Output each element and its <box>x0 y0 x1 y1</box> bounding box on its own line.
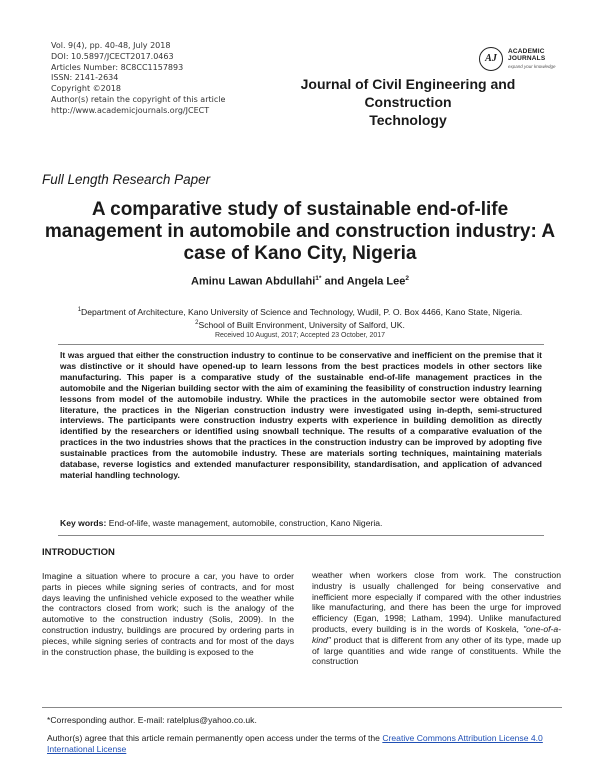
abstract-text: It was argued that either the construction industry to continue to be conservative and inefficient on the premise that it was distinctive or it should have opened-up to learn lessons from the best practices models in other sectors like manufacturing. This paper is a comparative study of the sustainable end-of-life management practices in the automobile and the Nigerian building sector with the aim of examining the feasibility of construction industry learning lessons from model of the automobile industry. While the practices in the automobile sector were obtained from literature, the practices in the Nigerian construction industry were investigated using in-depth, semi-structured interviews. The participants were construction industry experts with experience in building demolition as directly identified by the researchers or identified using snowball technique. The results of a comparative evaluation of the practices in the two industries shows that the practices in the construction industry can be improved by adopting five sustainable practices from the automobile industry. These are materials sorting techniques, maintaining materials database, reverse logistics and extended manufacturer responsibility, standardisation, and application of advanced material handling technology. <box>60 350 542 480</box>
author-list <box>0 275 600 288</box>
logo-tagline: expand your knowledge <box>508 64 556 69</box>
abstract-top-divider <box>58 344 544 345</box>
meta-url[interactable]: http://www.academicjournals.org/JCECT <box>51 105 210 115</box>
intro-column-right: weather when workers close from work. The construction industry is usually challenged for being conservative and inefficient more especially if compared with the other industries like manufacturing, and there has been the urge for improved efficiency (Egan, 1998; Latham, 1994). Unlike manufactured products, every building is in the words of Koskela, "one-of-a-kind" product that is different from any other of its type, made up of large quantities and wide range of constituents. While the construction <box>312 570 561 667</box>
license-notice: Author(s) agree that this article remain permanently open access under the terms of the Creative Commons Attribution License 4.0 International License <box>47 733 543 754</box>
author-superscript: 2 <box>405 275 409 282</box>
author-name: Angela Lee <box>346 275 406 288</box>
publisher-logo-text <box>508 48 545 62</box>
corresponding-author: *Corresponding author. E-mail: ratelplus@yahoo.co.uk. <box>47 715 257 725</box>
keywords <box>60 518 382 528</box>
footnote-divider <box>42 707 562 708</box>
author-connector: and <box>321 275 347 288</box>
meta-article-number: Articles Number: 8C8CC1157893 <box>51 62 184 72</box>
meta-volume: Vol. 9(4), pp. 40-48, July 2018 <box>51 41 171 50</box>
affiliation-1: $^1$Department of Architecture, Kano University of Science and Technology, Wudil, P. O. Box 4466, Kano State, Nigeria. <box>77 306 523 317</box>
quoted-phrase: "one-of-a-kind" <box>312 623 561 645</box>
publisher-logo-icon: AJ <box>479 47 503 71</box>
license-link[interactable]: Creative Commons Attribution License 4.0 International License <box>47 733 543 754</box>
keywords-bottom-divider <box>58 535 544 536</box>
author-superscript: 1* <box>315 275 322 282</box>
section-heading: INTRODUCTION <box>42 547 115 558</box>
article-metadata <box>51 41 225 117</box>
journal-name-line1: Journal of Civil Engineering and Construction <box>300 76 516 110</box>
journal-name <box>258 75 558 129</box>
received-dates: Received 10 August, 2017; Accepted 23 October, 2017 <box>214 332 386 339</box>
journal-name-line2: Technology <box>369 112 447 128</box>
meta-doi: DOI: 10.5897/JCECT2017.0463 <box>51 51 174 61</box>
meta-issn: ISSN: 2141-2634 <box>51 73 119 83</box>
affiliation-2: $^2$School of Built Environment, University of Salford, UK. <box>195 319 405 330</box>
logo-name-line2: JOURNALS <box>508 55 546 62</box>
logo-name-line1: ACADEMIC <box>508 48 545 55</box>
author-name: Aminu Lawan Abdullahi <box>191 275 316 288</box>
article-title: A comparative study of sustainable end-of-life management in automobile and construction industry: A case of Kano City, Nigeria <box>44 199 556 264</box>
keywords-list: End-of-life, waste management, automobile, construction, Kano Nigeria. <box>108 518 383 528</box>
intro-column-left: Imagine a situation where to procure a car, you have to order parts in pieces while signing series of contracts, and for most days leaving the unfinished vehicle exposed to the weather while the contractors closed from work; such is the analogy of the automotive to the construction industry (Solis, 2009). In the construction industry, buildings are procured by ordering parts in pieces, while signing series of contracts and for most of the days in the construction phase, the building is exposed to the <box>42 571 294 657</box>
article-type: Full Length Research Paper <box>42 172 211 187</box>
keywords-label: Key words: <box>60 518 107 528</box>
meta-copyright: Copyright ©2018 <box>51 84 121 94</box>
meta-rights: Author(s) retain the copyright of this article <box>51 94 226 104</box>
affiliations <box>20 305 580 331</box>
